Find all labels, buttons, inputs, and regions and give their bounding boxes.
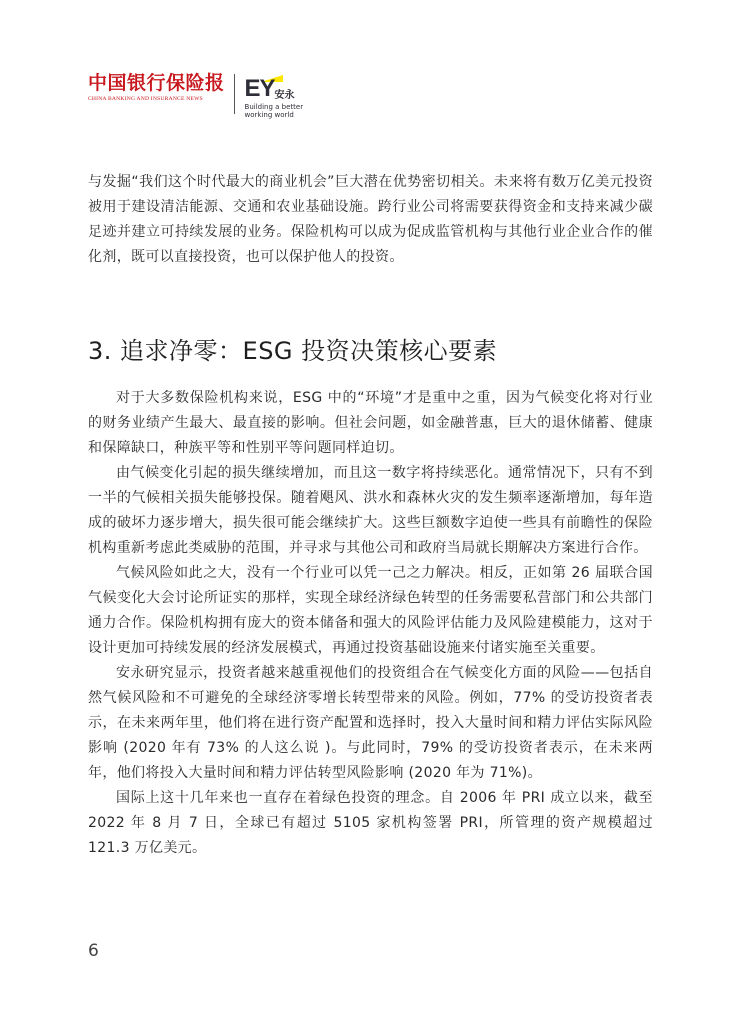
page-number: 6: [88, 941, 99, 961]
publication-name-en: CHINA BANKING AND INSURANCE NEWS: [88, 96, 203, 102]
body-paragraph: 气候风险如此之大，没有一个行业可以凭一己之力解决。相反，正如第 26 届联合国气候变化大会讨论所证实的那样，实现全球经济绿色转型的任务需要私营部门和公共部门通力合作。保险机构拥有庞大的资本储备和强大的风险评估能力及风险建模能力，这对于设计更加可持续发展的经济发展模式，再通过投资基础设施来付诸实施至关重要。: [88, 565, 653, 656]
body-paragraph: 安永研究显示，投资者越来越重视他们的投资组合在气候变化方面的风险——包括自然气候风险和不可避免的全球经济零增长转型带来的风险。例如，77% 的受访投资者表示，在未来两年里，他们将在进行资产配置和选择时，投入大量时间和精力评估实际风险影响 (2020 年有 73% 的人这么说 )。与此同时，79% 的受访投资者表示，在未来两年，他们将投入大量时间和精力评估转型风险影响 (2020 年为 71%)。: [88, 665, 653, 781]
body-paragraph: 国际上这十几年来也一直存在着绿色投资的理念。自 2006 年 PRI 成立以来，截至 2022 年 8 月 7 日，全球已有超过 5105 家机构签署 PRI，所管理的资产规模超过 121.3 万亿美元。: [88, 790, 653, 856]
publication-logo: [88, 72, 225, 102]
body-paragraph: 由气候变化引起的损失继续增加，而且这一数字将持续恶化。通常情况下，只有不到一半的气候相关损失能够投保。随着飓风、洪水和森林火灾的发生频率逐渐增加，每年造成的破坏力逐步增大，损失很可能会继续扩大。这些巨额数字迫使一些具有前瞻性的保险机构重新考虑此类威胁的范围，并寻求与其他公司和政府当局就长期解决方案进行合作。: [88, 465, 653, 556]
publication-name: 中国银行保险报: [88, 72, 225, 94]
body-paragraph: 对于大多数保险机构来说，ESG 中的“环境”才是重中之重，因为气候变化将对行业的财务业绩产生最大、最直接的影响。但社会问题，如金融普惠，巨大的退休储蓄、健康和保障缺口，种族平等和性别平等问题同样迫切。: [88, 390, 653, 456]
ey-wordmark: EY: [244, 75, 275, 102]
intro-paragraph: 与发掘“我们这个时代最大的商业机会”巨大潜在优势密切相关。未来将有数万亿美元投资被用于建设清洁能源、交通和农业基础设施。跨行业公司将需要获得资金和支持来减少碳足迹并建立可持续发展的业务。保险机构可以成为促成监管机构与其他行业企业合作的催化剂，既可以直接投资，也可以保护他人的投资。: [88, 174, 653, 265]
header-divider: [234, 74, 235, 114]
page-content: [88, 170, 653, 861]
ey-chinese-name: 安永: [274, 90, 295, 101]
ey-tagline-line2: working world: [244, 111, 294, 119]
ey-tagline-line1: Building a better: [244, 103, 304, 111]
ey-tagline: [245, 103, 304, 119]
section-heading: 3. 追求净零：ESG 投资决策核心要素: [88, 337, 498, 365]
page-header: [88, 72, 335, 122]
ey-logo: [245, 72, 335, 122]
